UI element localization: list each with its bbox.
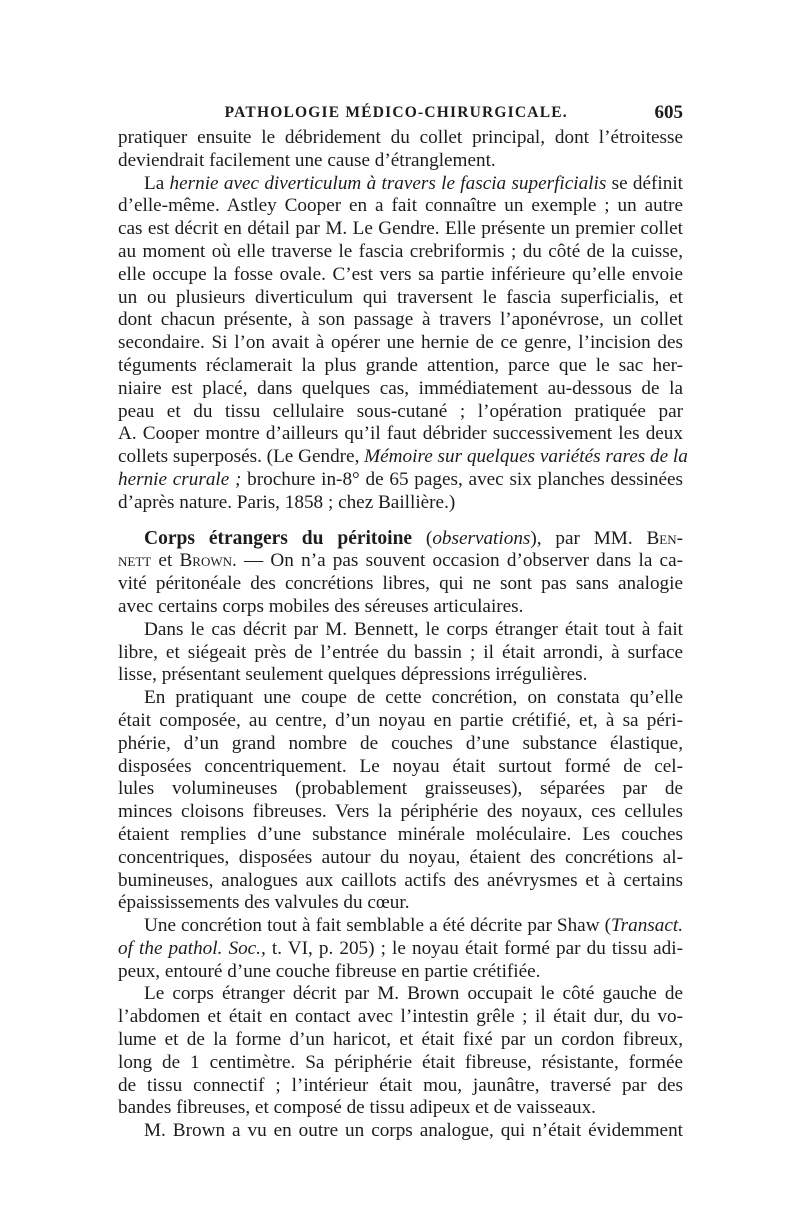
italic-citation: of the pathol. Soc.,: [118, 937, 266, 959]
paragraph-coupe: [118, 687, 683, 915]
text-line: [118, 446, 688, 469]
text-line: long de 1 centimètre. Sa périphérie était fibreuse, résistante, formée: [118, 1051, 683, 1073]
text-line: était composée, au centre, d’un noyau en partie crétifié, et, à sa péri-: [118, 709, 683, 731]
text-line: lisse, présentant seulement quelques dépressions irrégulières.: [118, 664, 588, 686]
running-title: PATHOLOGIE MÉDICO-CHIRURGICALE.: [224, 104, 568, 121]
text-line: cas est décrit en détail par M. Le Gendre. Elle présente un premier collet: [118, 218, 683, 240]
text-line: bandes fibreuses, et composé de tissu adipeux et de vaisseaux.: [118, 1097, 596, 1119]
page-body: [118, 127, 688, 1143]
text-line: peau et du tissu cellulaire sous-cutané ; l’opération pratiquée par: [118, 400, 683, 422]
page-header: [118, 98, 683, 128]
text-line: [118, 550, 683, 573]
text-run: . — On n’a pas souvent occasion d’observer dans la ca-: [232, 550, 683, 572]
author-name: nett: [118, 550, 152, 572]
text-line: En pratiquant une coupe de cette concrétion, on constata qu’elle: [144, 687, 683, 709]
text-line: disposées concentriquement. Le noyau était surtout formé de cel-: [118, 755, 683, 777]
italic-citation: Mémoire sur quelques variétés rares de la: [364, 446, 688, 468]
paragraph-hernie: [118, 172, 688, 515]
paragraph-shaw: [118, 915, 683, 983]
author-name: Ben-: [646, 527, 683, 549]
text-line: libre, et siégeait près de l’entrée du bassin ; il était arrondi, à surface: [118, 641, 683, 663]
paragraph-1: [118, 127, 683, 173]
text-line: un ou plusieurs diverticulum qui traversent le fascia superficialis, et: [118, 286, 683, 308]
text-line: l’abdomen et était en contact avec l’intestin grêle ; il était dur, du vo-: [118, 1006, 683, 1028]
paragraph-brown: [118, 983, 683, 1120]
text-line: Dans le cas décrit par M. Bennett, le corps étranger était tout à fait: [144, 618, 683, 640]
page-number: 605: [654, 102, 683, 123]
text-line: [118, 938, 683, 961]
text-run: se définit: [606, 172, 683, 194]
italic-citation: Transact.: [611, 915, 683, 937]
text-line: Le corps étranger décrit par M. Brown occupait le côté gauche de: [144, 983, 683, 1005]
section-title: Corps étrangers du péritoine: [144, 527, 413, 549]
text-run: La: [144, 172, 170, 194]
italic-term: observations: [432, 527, 531, 549]
text-line: concentriques, disposées autour du noyau, étaient des concrétions al-: [118, 846, 683, 868]
italic-term: hernie avec diverticulum à travers le fascia superficialis: [169, 172, 607, 194]
text-run: et: [151, 550, 180, 572]
text-line: M. Brown a vu en outre un corps analogue, qui n’était évidemment: [144, 1120, 683, 1142]
text-run: Une concrétion tout à fait semblable a été décrite par Shaw (: [144, 915, 612, 937]
text-line: au moment où elle traverse le fascia crebriformis ; du côté de la cuisse,: [118, 240, 683, 262]
text-line: [118, 173, 683, 196]
text-line: [118, 915, 683, 938]
text-line: lume et de la forme d’un haricot, et était fixé par un cordon fibreux,: [118, 1029, 683, 1051]
paragraph-brown-2: [118, 1120, 683, 1143]
text-line: pratiquer ensuite le débridement du collet principal, dont l’étroitesse: [118, 127, 683, 148]
section-corps-etrangers: [118, 528, 683, 619]
text-line: elle occupe la fosse ovale. C’est vers sa partie inférieure qu’elle envoie: [118, 263, 683, 285]
text-line: vité péritonéale des concrétions libres, qui ne sont pas sans analogie: [118, 573, 683, 595]
author-name: Brown: [179, 550, 233, 572]
paragraph-bennett: [118, 619, 683, 687]
text-line: secondaire. Si l’on avait à opérer une hernie de ce genre, l’incision des: [118, 332, 683, 354]
text-run: t. VI, p. 205) ; le noyau était formé par du tissu adi-: [265, 937, 683, 959]
text-run: ), par MM.: [530, 527, 647, 549]
text-line: épaississements des valvules du cœur.: [118, 892, 410, 914]
text-line: [118, 528, 683, 551]
text-line: phérie, d’un grand nombre de couches d’une substance élastique,: [118, 732, 683, 754]
text-line: avec certains corps mobiles des séreuses articulaires.: [118, 595, 524, 617]
text-line: [118, 469, 683, 492]
text-line: de tissu connectif ; l’intérieur était mou, jaunâtre, traversé par des: [118, 1074, 683, 1096]
text-line: peux, entouré d’une couche fibreuse en partie crétifiée.: [118, 960, 541, 982]
text-line: d’après nature. Paris, 1858 ; chez Baillière.): [118, 491, 456, 513]
text-line: minces cloisons fibreuses. Vers la périphérie des noyaux, ces cellules: [118, 801, 683, 823]
text-run: brochure in-8° de 65 pages, avec six planches dessinées: [241, 468, 683, 490]
text-line: niaire est placé, dans quelques cas, immédiatement au-dessous de la: [118, 377, 683, 399]
text-line: d’elle-même. Astley Cooper en a fait connaître un exemple ; un autre: [118, 195, 683, 217]
text-line: A. Cooper montre d’ailleurs qu’il faut débrider successivement les deux: [118, 423, 683, 445]
text-line: bumineuses, analogues aux caillots actifs des anévrysmes et à certains: [118, 869, 683, 891]
text-line: étaient remplies d’une substance minérale moléculaire. Les couches: [118, 823, 683, 845]
text-line: lules volumineuses (probablement graisseuses), séparées par de: [118, 778, 683, 800]
text-line: téguments réclamerait la plus grande attention, parce que le sac her-: [118, 354, 683, 376]
section-gap: [118, 515, 683, 528]
text-run: collets superposés. (Le Gendre,: [118, 446, 365, 468]
italic-citation: hernie crurale ;: [118, 468, 242, 490]
text-run: (: [412, 527, 433, 549]
text-line: deviendrait facilement une cause d’étranglement.: [118, 149, 496, 171]
text-line: dont chacun présente, à son passage à travers l’aponévrose, un collet: [118, 309, 683, 331]
